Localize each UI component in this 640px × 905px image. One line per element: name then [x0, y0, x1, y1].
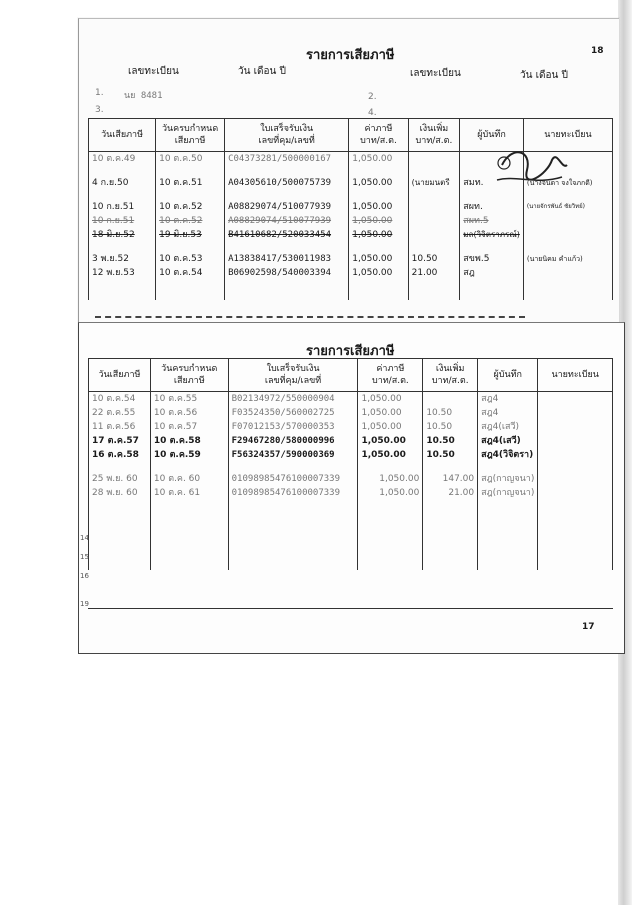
cell: สฎ4(เสวี) [478, 420, 538, 434]
cell: 1,050.00 [358, 472, 423, 486]
cell: 10.50 [423, 434, 478, 448]
cell: 21.00 [408, 266, 460, 280]
cell: สมท. [460, 176, 524, 190]
cell [538, 472, 613, 486]
cell: 1,050.00 [358, 448, 423, 462]
cell: 10 ก.ย.51 [89, 200, 156, 214]
cell: 1,050.00 [349, 200, 408, 214]
cell: สผท. [460, 200, 524, 214]
cell: 1,050.00 [349, 176, 408, 190]
index-2: 2. [368, 92, 377, 102]
cell [538, 420, 613, 434]
cell [408, 152, 460, 167]
cell [408, 228, 460, 242]
cell: (นายนิคม คำแก้ว) [523, 252, 612, 266]
cell: 3 พ.ย.52 [89, 252, 156, 266]
cell: สขพ.5 [460, 252, 524, 266]
cell: 21.00 [423, 486, 478, 500]
cell: F07012153/570000353 [228, 420, 358, 434]
header-tax-date: วันเสียภาษี [89, 359, 151, 392]
cell: 1,050.00 [349, 252, 408, 266]
table-bottom-rule [88, 608, 613, 609]
cell: 16 ต.ค.58 [89, 448, 151, 462]
upper-page-number: 18 [591, 46, 604, 56]
cell [538, 434, 613, 448]
row-number: 16 [80, 572, 89, 580]
cell: 1,050.00 [358, 486, 423, 500]
signature-stamp [492, 145, 572, 205]
plate-1: นย 8481 [124, 91, 163, 101]
cell: 10 ต.ค.55 [150, 392, 228, 407]
header-tax-date: วันเสียภาษี [89, 119, 156, 152]
cell: 10 ต.ค. 60 [150, 472, 228, 486]
cell [523, 228, 612, 242]
lower-tax-table [88, 358, 613, 570]
cell: 1,050.00 [349, 266, 408, 280]
index-3: 3. [95, 105, 104, 115]
lower-page-number: 17 [582, 622, 595, 632]
cell: 10 ต.ค.57 [150, 420, 228, 434]
index-4: 4. [368, 108, 377, 118]
lower-title: รายการเสียภาษี [306, 344, 395, 359]
cell: B02134972/550000904 [228, 392, 358, 407]
cell: สฎ4 [478, 406, 538, 420]
cell: 10 ต.ค.54 [156, 266, 225, 280]
cell: 10 ก.ย.51 [89, 214, 156, 228]
cell: A08829074/510077939 [225, 214, 349, 228]
cell: 10 ต.ค.49 [89, 152, 156, 167]
cell: 11 ต.ค.56 [89, 420, 151, 434]
cell: 10 ต.ค.50 [156, 152, 225, 167]
table-row [89, 214, 613, 228]
cell: (นายมนตรี [408, 176, 460, 190]
header-surcharge: เงินเพิ่ม บาท/ส.ต. [408, 119, 460, 152]
table-row [89, 252, 613, 266]
cell [408, 214, 460, 228]
cell: 10 ต.ค.58 [150, 434, 228, 448]
table-row [89, 406, 613, 420]
cell: 1,050.00 [349, 214, 408, 228]
header-surcharge: เงินเพิ่ม บาท/ส.ต. [423, 359, 478, 392]
upper-title: รายการเสียภาษี [306, 48, 395, 63]
table-row [89, 472, 613, 486]
lower-header-row [89, 359, 613, 392]
cell [538, 392, 613, 407]
cell: 10.50 [408, 252, 460, 266]
cell [423, 392, 478, 407]
cell: 19 มิ.ย.53 [156, 228, 225, 242]
header-receipt: ใบเสร็จรับเงิน เลขที่คุม/เลขที่ [225, 119, 349, 152]
header-tax-amount: ค่าภาษี บาท/ส.ต. [349, 119, 408, 152]
cell: B41610682/520033454 [225, 228, 349, 242]
cell: สฎ4(วิจิตรา) [478, 448, 538, 462]
table-row [89, 228, 613, 242]
header-registrar: นายทะเบียน [523, 119, 612, 152]
cell: 25 พ.ย. 60 [89, 472, 151, 486]
cell: 1,050.00 [358, 406, 423, 420]
cell: สฎ4 [478, 392, 538, 407]
header-due-date: วันครบกำหนด เสียภาษี [150, 359, 228, 392]
header-due-date: วันครบกำหนด เสียภาษี [156, 119, 225, 152]
table-row [89, 420, 613, 434]
cell: F56324357/590000369 [228, 448, 358, 462]
cell [523, 266, 612, 280]
cell: 1,050.00 [358, 420, 423, 434]
cell [538, 406, 613, 420]
cell [523, 214, 612, 228]
cell: 28 พ.ย. 60 [89, 486, 151, 500]
cell: 10 ต.ค.52 [156, 200, 225, 214]
date-label-1: วัน เดือน ปี [238, 66, 286, 77]
cell [408, 200, 460, 214]
cell: 12 พ.ย.53 [89, 266, 156, 280]
cell: สผท.5 [460, 214, 524, 228]
cell: 10 ต.ค.59 [150, 448, 228, 462]
cell: 10.50 [423, 406, 478, 420]
reg-label-2: เลขทะเบียน [410, 68, 461, 79]
header-recorder: ผู้บันทึก [460, 119, 524, 152]
header-tax-amount: ค่าภาษี บาท/ส.ต. [358, 359, 423, 392]
cell: 10 ต.ค.56 [150, 406, 228, 420]
cell: 10.50 [423, 420, 478, 434]
cell: 1,050.00 [358, 434, 423, 448]
cell: มล(วิจิตราภรณ์) [460, 228, 524, 242]
cell: 10 ต.ค.51 [156, 176, 225, 190]
cell: สฎ(กาญจนา) [478, 472, 538, 486]
header-receipt: ใบเสร็จรับเงิน เลขที่คุม/เลขที่ [228, 359, 358, 392]
cell: (นางจินดา จงใจภกดี) [523, 176, 612, 190]
row-number: 19 [80, 600, 89, 608]
cell: C04373281/500000167 [225, 152, 349, 167]
cell: 01098985476100007339 [228, 472, 358, 486]
tear-line [95, 316, 525, 318]
cell: 10.50 [423, 448, 478, 462]
cell: 1,050.00 [349, 152, 408, 167]
table-row [89, 266, 613, 280]
cell: 10 ต.ค.53 [156, 252, 225, 266]
cell: 17 ต.ค.57 [89, 434, 151, 448]
cell: สฎ(กาญจนา) [478, 486, 538, 500]
cell: A08829074/510077939 [225, 200, 349, 214]
table-row [89, 434, 613, 448]
cell: สฎ [460, 266, 524, 280]
cell: F03524350/560002725 [228, 406, 358, 420]
cell: 01098985476100007339 [228, 486, 358, 500]
cell [538, 448, 613, 462]
cell: 10 ต.ค.54 [89, 392, 151, 407]
cell: A13838417/530011983 [225, 252, 349, 266]
cell: 1,050.00 [349, 228, 408, 242]
cell: 147.00 [423, 472, 478, 486]
row-number: 14 [80, 534, 89, 542]
cell: (นายจักรพันธ์ ชัยวิทย์) [523, 200, 612, 214]
table-row [89, 448, 613, 462]
reg-label-1: เลขทะเบียน [128, 66, 179, 77]
header-registrar: นายทะเบียน [538, 359, 613, 392]
cell: สฎ4(เสวี) [478, 434, 538, 448]
date-label-2: วัน เดือน ปี [520, 70, 568, 81]
table-row [89, 392, 613, 407]
header-recorder: ผู้บันทึก [478, 359, 538, 392]
cell: 10 ต.ค.52 [156, 214, 225, 228]
cell: 22 ต.ค.55 [89, 406, 151, 420]
row-number: 15 [80, 553, 89, 561]
cell: 10 ต.ค. 61 [150, 486, 228, 500]
cell: 1,050.00 [358, 392, 423, 407]
cell: F29467280/580000996 [228, 434, 358, 448]
cell: 4 ก.ย.50 [89, 176, 156, 190]
index-1: 1. [95, 88, 104, 98]
cell: A04305610/500075739 [225, 176, 349, 190]
cell [538, 486, 613, 500]
table-row [89, 486, 613, 500]
cell: B06902598/540003394 [225, 266, 349, 280]
cell: 18 มิ.ย.52 [89, 228, 156, 242]
